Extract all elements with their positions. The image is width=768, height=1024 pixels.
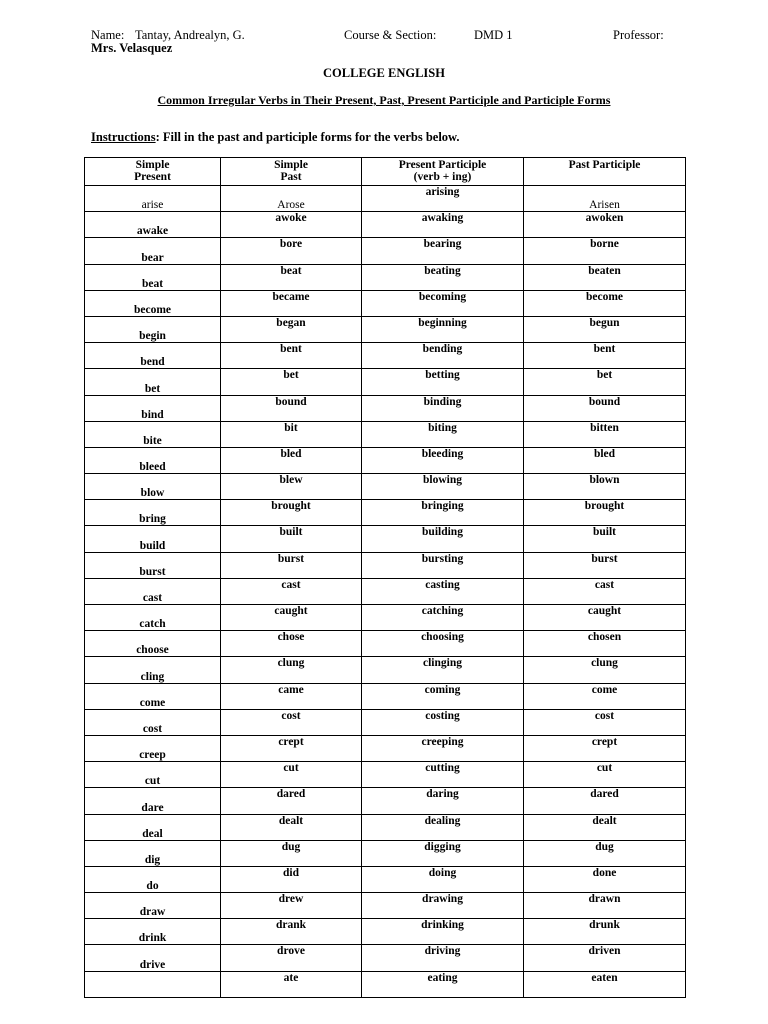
cell-present-participle: catching [362, 605, 524, 631]
cell-simple-present: build [85, 526, 221, 552]
cell-present-participle: choosing [362, 631, 524, 657]
table-row [85, 971, 686, 997]
verbs-table [84, 157, 686, 998]
table-row [85, 631, 686, 657]
cell-past-participle: awoken [524, 212, 686, 238]
cell-simple-present: cast [85, 578, 221, 604]
cell-simple-past: beat [221, 264, 362, 290]
cell-simple-present: come [85, 683, 221, 709]
cell-past-participle: dug [524, 840, 686, 866]
cell-simple-past: cut [221, 762, 362, 788]
header-present-line1: Simple [135, 159, 170, 171]
professor-value: Mrs. Velasquez [91, 41, 173, 55]
instructions [91, 130, 460, 145]
cell-simple-present: bet [85, 369, 221, 395]
cell-past-participle: dared [524, 788, 686, 814]
cell-past-participle: chosen [524, 631, 686, 657]
cell-simple-present: arise [85, 186, 221, 212]
table-row [85, 264, 686, 290]
cell-present-participle: beginning [362, 316, 524, 342]
cell-simple-present: cut [85, 762, 221, 788]
cell-simple-present: drink [85, 919, 221, 945]
cell-simple-present: bind [85, 395, 221, 421]
cell-present-participle: costing [362, 709, 524, 735]
cell-present-participle: drawing [362, 893, 524, 919]
name-value: Tantay, Andrealyn, G. [135, 28, 245, 42]
table-row [85, 552, 686, 578]
cell-simple-present: dig [85, 840, 221, 866]
cell-present-participle: drinking [362, 919, 524, 945]
cell-simple-present: bring [85, 500, 221, 526]
cell-past-participle: drawn [524, 893, 686, 919]
cell-present-participle: dealing [362, 814, 524, 840]
cell-simple-past: caught [221, 605, 362, 631]
table-row [85, 945, 686, 971]
cell-present-participle: daring [362, 788, 524, 814]
table-row [85, 500, 686, 526]
header-pp-line1: Present Participle [398, 159, 487, 171]
table-row [85, 840, 686, 866]
cell-simple-past: awoke [221, 212, 362, 238]
table-row [85, 369, 686, 395]
cell-past-participle: bet [524, 369, 686, 395]
cell-past-participle: drunk [524, 919, 686, 945]
cell-simple-present: become [85, 290, 221, 316]
professor-label: Professor: [613, 28, 664, 42]
table-row [85, 238, 686, 264]
cell-simple-past: bled [221, 447, 362, 473]
cell-simple-past: drove [221, 945, 362, 971]
cell-simple-past: bent [221, 343, 362, 369]
cell-present-participle: casting [362, 578, 524, 604]
page-subtitle: Common Irregular Verbs in Their Present, Past, Present Participle and Participle Forms [157, 93, 611, 107]
cell-present-participle: cutting [362, 762, 524, 788]
cell-present-participle: blowing [362, 474, 524, 500]
cell-past-participle: cast [524, 578, 686, 604]
cell-past-participle: driven [524, 945, 686, 971]
cell-simple-past: Arose [221, 186, 362, 212]
cell-past-participle: brought [524, 500, 686, 526]
table-header-row [85, 158, 686, 186]
cell-present-participle: awaking [362, 212, 524, 238]
cell-simple-past: clung [221, 657, 362, 683]
cell-simple-past: bet [221, 369, 362, 395]
cell-present-participle: arising [362, 186, 524, 212]
header-simple-present [85, 158, 221, 186]
cell-past-participle: bled [524, 447, 686, 473]
header-past-participle [524, 158, 686, 186]
cell-simple-present: blow [85, 474, 221, 500]
header-past-line1: Simple [274, 159, 308, 171]
cell-simple-past: bore [221, 238, 362, 264]
table-row [85, 212, 686, 238]
cell-simple-past: brought [221, 500, 362, 526]
cell-present-participle: bleeding [362, 447, 524, 473]
cell-past-participle: dealt [524, 814, 686, 840]
table-row [85, 290, 686, 316]
cell-simple-present: draw [85, 893, 221, 919]
cell-simple-past: drew [221, 893, 362, 919]
cell-past-participle: borne [524, 238, 686, 264]
header-present-line2: Present [134, 171, 171, 183]
cell-past-participle: Arisen [524, 186, 686, 212]
cell-past-participle: caught [524, 605, 686, 631]
cell-simple-past: began [221, 316, 362, 342]
cell-present-participle: building [362, 526, 524, 552]
course-label: Course & Section: [344, 28, 437, 42]
page-title: COLLEGE ENGLISH [323, 66, 445, 80]
cell-simple-present: cost [85, 709, 221, 735]
cell-present-participle: beating [362, 264, 524, 290]
cell-simple-past: built [221, 526, 362, 552]
cell-present-participle: driving [362, 945, 524, 971]
cell-present-participle: creeping [362, 735, 524, 761]
table-row [85, 709, 686, 735]
header-past-line2: Past [280, 171, 302, 183]
cell-past-participle: bent [524, 343, 686, 369]
cell-simple-present: deal [85, 814, 221, 840]
cell-simple-present: awake [85, 212, 221, 238]
header-simple-past [221, 158, 362, 186]
cell-present-participle: betting [362, 369, 524, 395]
cell-past-participle: bitten [524, 421, 686, 447]
cell-simple-present: cling [85, 657, 221, 683]
cell-simple-present: choose [85, 631, 221, 657]
cell-past-participle: come [524, 683, 686, 709]
cell-simple-present: drive [85, 945, 221, 971]
cell-simple-past: blew [221, 474, 362, 500]
cell-simple-past: dug [221, 840, 362, 866]
cell-present-participle: doing [362, 866, 524, 892]
name-label: Name: [91, 28, 125, 42]
cell-present-participle: digging [362, 840, 524, 866]
table-row [85, 316, 686, 342]
cell-simple-past: drank [221, 919, 362, 945]
table-row [85, 578, 686, 604]
cell-simple-present: beat [85, 264, 221, 290]
cell-simple-past: dared [221, 788, 362, 814]
cell-simple-present: burst [85, 552, 221, 578]
instructions-lead: Instructions [91, 130, 156, 144]
cell-present-participle: binding [362, 395, 524, 421]
table-row [85, 657, 686, 683]
table-row [85, 683, 686, 709]
cell-simple-present: bleed [85, 447, 221, 473]
cell-past-participle: beaten [524, 264, 686, 290]
cell-past-participle: cut [524, 762, 686, 788]
cell-present-participle: bursting [362, 552, 524, 578]
cell-simple-present: do [85, 866, 221, 892]
cell-present-participle: eating [362, 971, 524, 997]
cell-simple-present: bear [85, 238, 221, 264]
cell-past-participle: begun [524, 316, 686, 342]
cell-simple-past: bit [221, 421, 362, 447]
cell-simple-present: catch [85, 605, 221, 631]
cell-past-participle: cost [524, 709, 686, 735]
cell-simple-past: bound [221, 395, 362, 421]
cell-past-participle: clung [524, 657, 686, 683]
table-row [85, 447, 686, 473]
cell-past-participle: built [524, 526, 686, 552]
cell-past-participle: become [524, 290, 686, 316]
cell-present-participle: biting [362, 421, 524, 447]
table-row [85, 526, 686, 552]
cell-simple-present: dare [85, 788, 221, 814]
cell-simple-past: ate [221, 971, 362, 997]
cell-past-participle: burst [524, 552, 686, 578]
table-row [85, 421, 686, 447]
cell-simple-present: begin [85, 316, 221, 342]
table-row [85, 762, 686, 788]
cell-present-participle: coming [362, 683, 524, 709]
table-row [85, 866, 686, 892]
cell-simple-past: became [221, 290, 362, 316]
cell-simple-past: cost [221, 709, 362, 735]
table-row [85, 788, 686, 814]
cell-present-participle: becoming [362, 290, 524, 316]
course-value: DMD 1 [474, 28, 513, 42]
cell-simple-present: creep [85, 735, 221, 761]
table-row [85, 919, 686, 945]
cell-past-participle: done [524, 866, 686, 892]
table-row [85, 814, 686, 840]
cell-present-participle: clinging [362, 657, 524, 683]
cell-simple-past: dealt [221, 814, 362, 840]
cell-simple-present: bite [85, 421, 221, 447]
cell-past-participle: blown [524, 474, 686, 500]
table-row [85, 893, 686, 919]
cell-simple-past: crept [221, 735, 362, 761]
header-present-participle [362, 158, 524, 186]
cell-simple-past: chose [221, 631, 362, 657]
table-row [85, 735, 686, 761]
cell-present-participle: bending [362, 343, 524, 369]
cell-past-participle: bound [524, 395, 686, 421]
table-row [85, 186, 686, 212]
cell-simple-past: did [221, 866, 362, 892]
table-row [85, 605, 686, 631]
header-ppart-line1: Past Participle [568, 159, 641, 171]
header-pp-line2: (verb + ing) [413, 171, 472, 183]
cell-simple-past: burst [221, 552, 362, 578]
cell-present-participle: bearing [362, 238, 524, 264]
table-row [85, 474, 686, 500]
cell-past-participle: eaten [524, 971, 686, 997]
table-row [85, 395, 686, 421]
instructions-text: : Fill in the past and participle forms for the verbs below. [155, 130, 460, 144]
cell-simple-present [85, 971, 221, 997]
table-row [85, 343, 686, 369]
cell-past-participle: crept [524, 735, 686, 761]
cell-present-participle: bringing [362, 500, 524, 526]
cell-simple-past: came [221, 683, 362, 709]
cell-simple-present: bend [85, 343, 221, 369]
cell-simple-past: cast [221, 578, 362, 604]
